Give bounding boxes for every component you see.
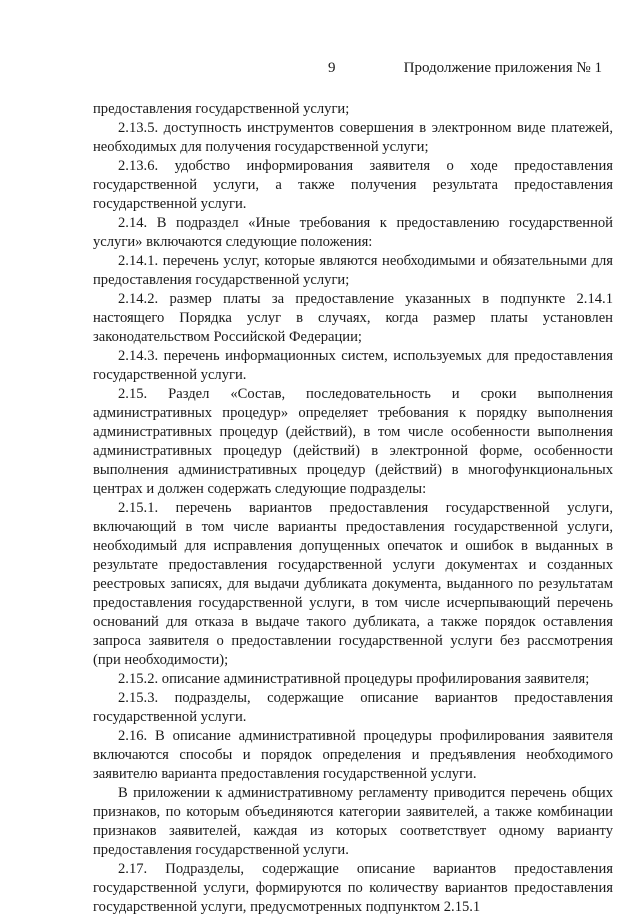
paragraph: 2.15. Раздел «Состав, последовательность и сроки выполнения административных процедур» определяет требования к порядку выполнения административных процедур (действий), в том числе особенности выполнения административных процедур (действий) в электронной форме, особенности выполнения административных процедур (действий) в многофункциональных центрах и должен содержать следующие подразделы:	[93, 386, 613, 497]
paragraph: 2.14. В подраздел «Иные требования к предоставлению государственной услуги» включаются следующие положения:	[93, 215, 613, 250]
paragraph: 2.15.2. описание административной процедуры профилирования заявителя;	[118, 671, 590, 687]
paragraph: 2.15.1. перечень вариантов предоставления государственной услуги, включающий в том числе варианты предоставления государственной услуги, необходимый для исправления допущенных опечаток и ошибок в выданных в результате предоставления государственной услуги документах и созданных реестровых записях, для выдачи дубликата документа, выданного по результатам предоставления государственной услуги, в том числе исчерпывающий перечень оснований для отказа в выдаче такого дубликата, а также порядок оставления запроса заявителя о предоставлении государственной услуги без рассмотрения (при необходимости);	[93, 500, 613, 668]
paragraph: 2.16. В описание административной процедуры профилирования заявителя включаются способы и порядок определения и предъявления необходимого заявителю варианта предоставления государственной услуги.	[93, 728, 613, 782]
paragraph: предоставления государственной услуги;	[93, 101, 350, 117]
paragraph: 2.13.6. удобство информирования заявителя о ходе предоставления государственной услуги, а также получения результата предоставления государственной услуги.	[93, 158, 613, 212]
page-number: 9	[328, 60, 336, 76]
appendix-continuation-header: Продолжение приложения № 1	[403, 60, 602, 76]
paragraph: 2.14.1. перечень услуг, которые являются необходимыми и обязательными для предоставления государственной услуги;	[93, 253, 613, 288]
paragraph: 2.14.3. перечень информационных систем, используемых для предоставления государственной услуги.	[93, 348, 613, 383]
document-body	[93, 100, 613, 917]
paragraph: 2.13.5. доступность инструментов совершения в электронном виде платежей, необходимых для получения государственной услуги;	[93, 120, 613, 155]
paragraph: 2.17. Подразделы, содержащие описание вариантов предоставления государственной услуги, формируются по количеству вариантов предоставления государственной услуги, предусмотренных подпунктом 2.15.1	[93, 861, 613, 915]
paragraph: В приложении к административному регламенту приводится перечень общих признаков, по которым объединяются категории заявителей, а также комбинации признаков заявителей, каждая из которых соответствует одному варианту предоставления государственной услуги.	[93, 785, 613, 858]
paragraph: 2.14.2. размер платы за предоставление указанных в подпункте 2.14.1 настоящего Порядка услуг в случаях, когда размер платы установлен законодательством Российской Федерации;	[93, 291, 613, 345]
paragraph: 2.15.3. подразделы, содержащие описание вариантов предоставления государственной услуги.	[93, 690, 613, 725]
